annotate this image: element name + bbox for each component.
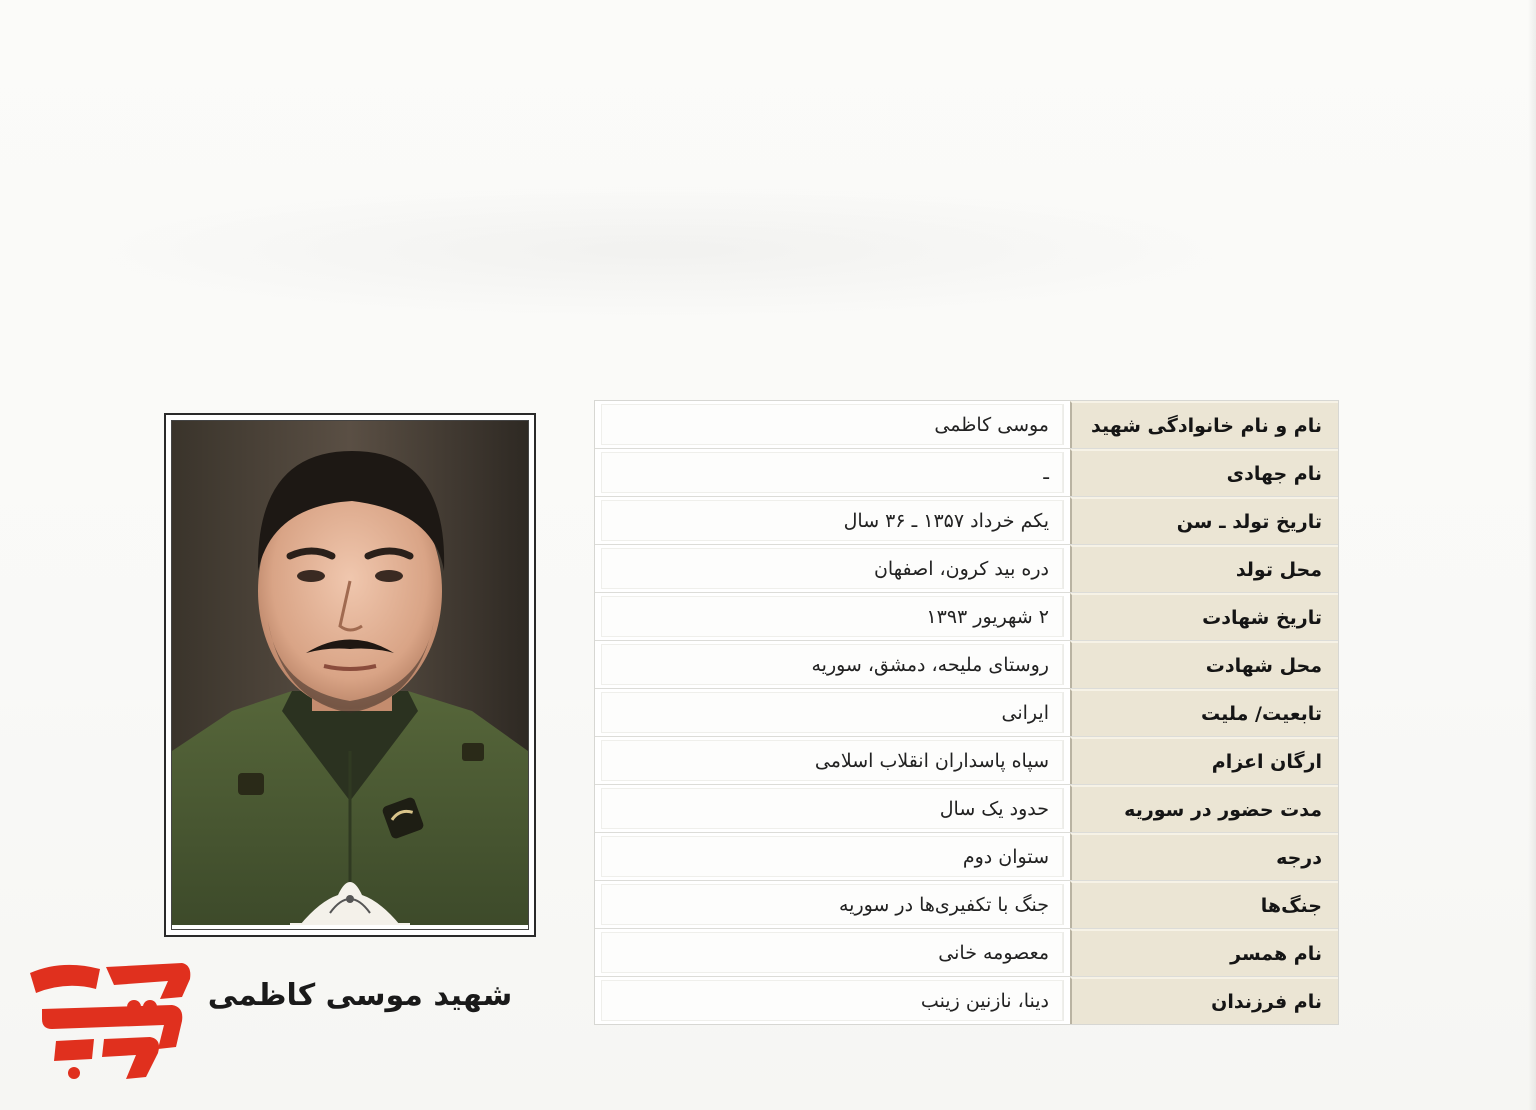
table-row [595,689,1338,737]
row-value: یکم خرداد ۱۳۵۷ ـ ۳۶ سال [601,500,1064,541]
row-label: ارگان اعزام [1070,737,1338,784]
table-row [595,881,1338,929]
table-row [595,545,1338,593]
table-row [595,977,1338,1024]
row-label: نام فرزندان [1070,977,1338,1024]
row-value: حدود یک سال [601,788,1064,829]
info-table [594,400,1339,1025]
row-value: ۲ شهریور ۱۳۹۳ [601,596,1064,637]
row-label: نام و نام خانوادگی شهید [1070,401,1338,448]
row-label: تاریخ شهادت [1070,593,1338,640]
row-label: محل تولد [1070,545,1338,592]
table-row [595,401,1338,449]
row-label: نام همسر [1070,929,1338,976]
table-row [595,593,1338,641]
row-value: ـ [601,452,1064,493]
row-label: مدت حضور در سوریه [1070,785,1338,832]
row-value: دینا، نازنین زینب [601,980,1064,1021]
row-value: موسی کاظمی [601,404,1064,445]
row-label: درجه [1070,833,1338,880]
table-row [595,641,1338,689]
navid-shahed-logo [22,955,197,1085]
row-label: نام جهادی [1070,449,1338,496]
table-row [595,449,1338,497]
page-edge [1528,0,1536,1110]
row-label: محل شهادت [1070,641,1338,688]
portrait-caption: شهید موسی کاظمی [207,978,513,1013]
logo-mark [22,955,197,1085]
table-row [595,785,1338,833]
row-label: تابعیت/ ملیت [1070,689,1338,736]
row-value: معصومه خانی [601,932,1064,973]
row-value: جنگ با تکفیری‌ها در سوریه [601,884,1064,925]
table-row [595,929,1338,977]
table-row [595,737,1338,785]
portrait-frame [164,413,536,937]
row-label: تاریخ تولد ـ سن [1070,497,1338,544]
portrait-illustration [172,421,528,925]
row-value: ستوان دوم [601,836,1064,877]
portrait-photo [171,420,529,930]
row-value: سپاه پاسداران انقلاب اسلامی [601,740,1064,781]
page-shadow [60,180,1260,320]
table-row [595,833,1338,881]
table-row [595,497,1338,545]
row-value: ایرانی [601,692,1064,733]
row-value: روستای ملیحه، دمشق، سوریه [601,644,1064,685]
row-label: جنگ‌ها [1070,881,1338,928]
row-value: دره بید کرون، اصفهان [601,548,1064,589]
